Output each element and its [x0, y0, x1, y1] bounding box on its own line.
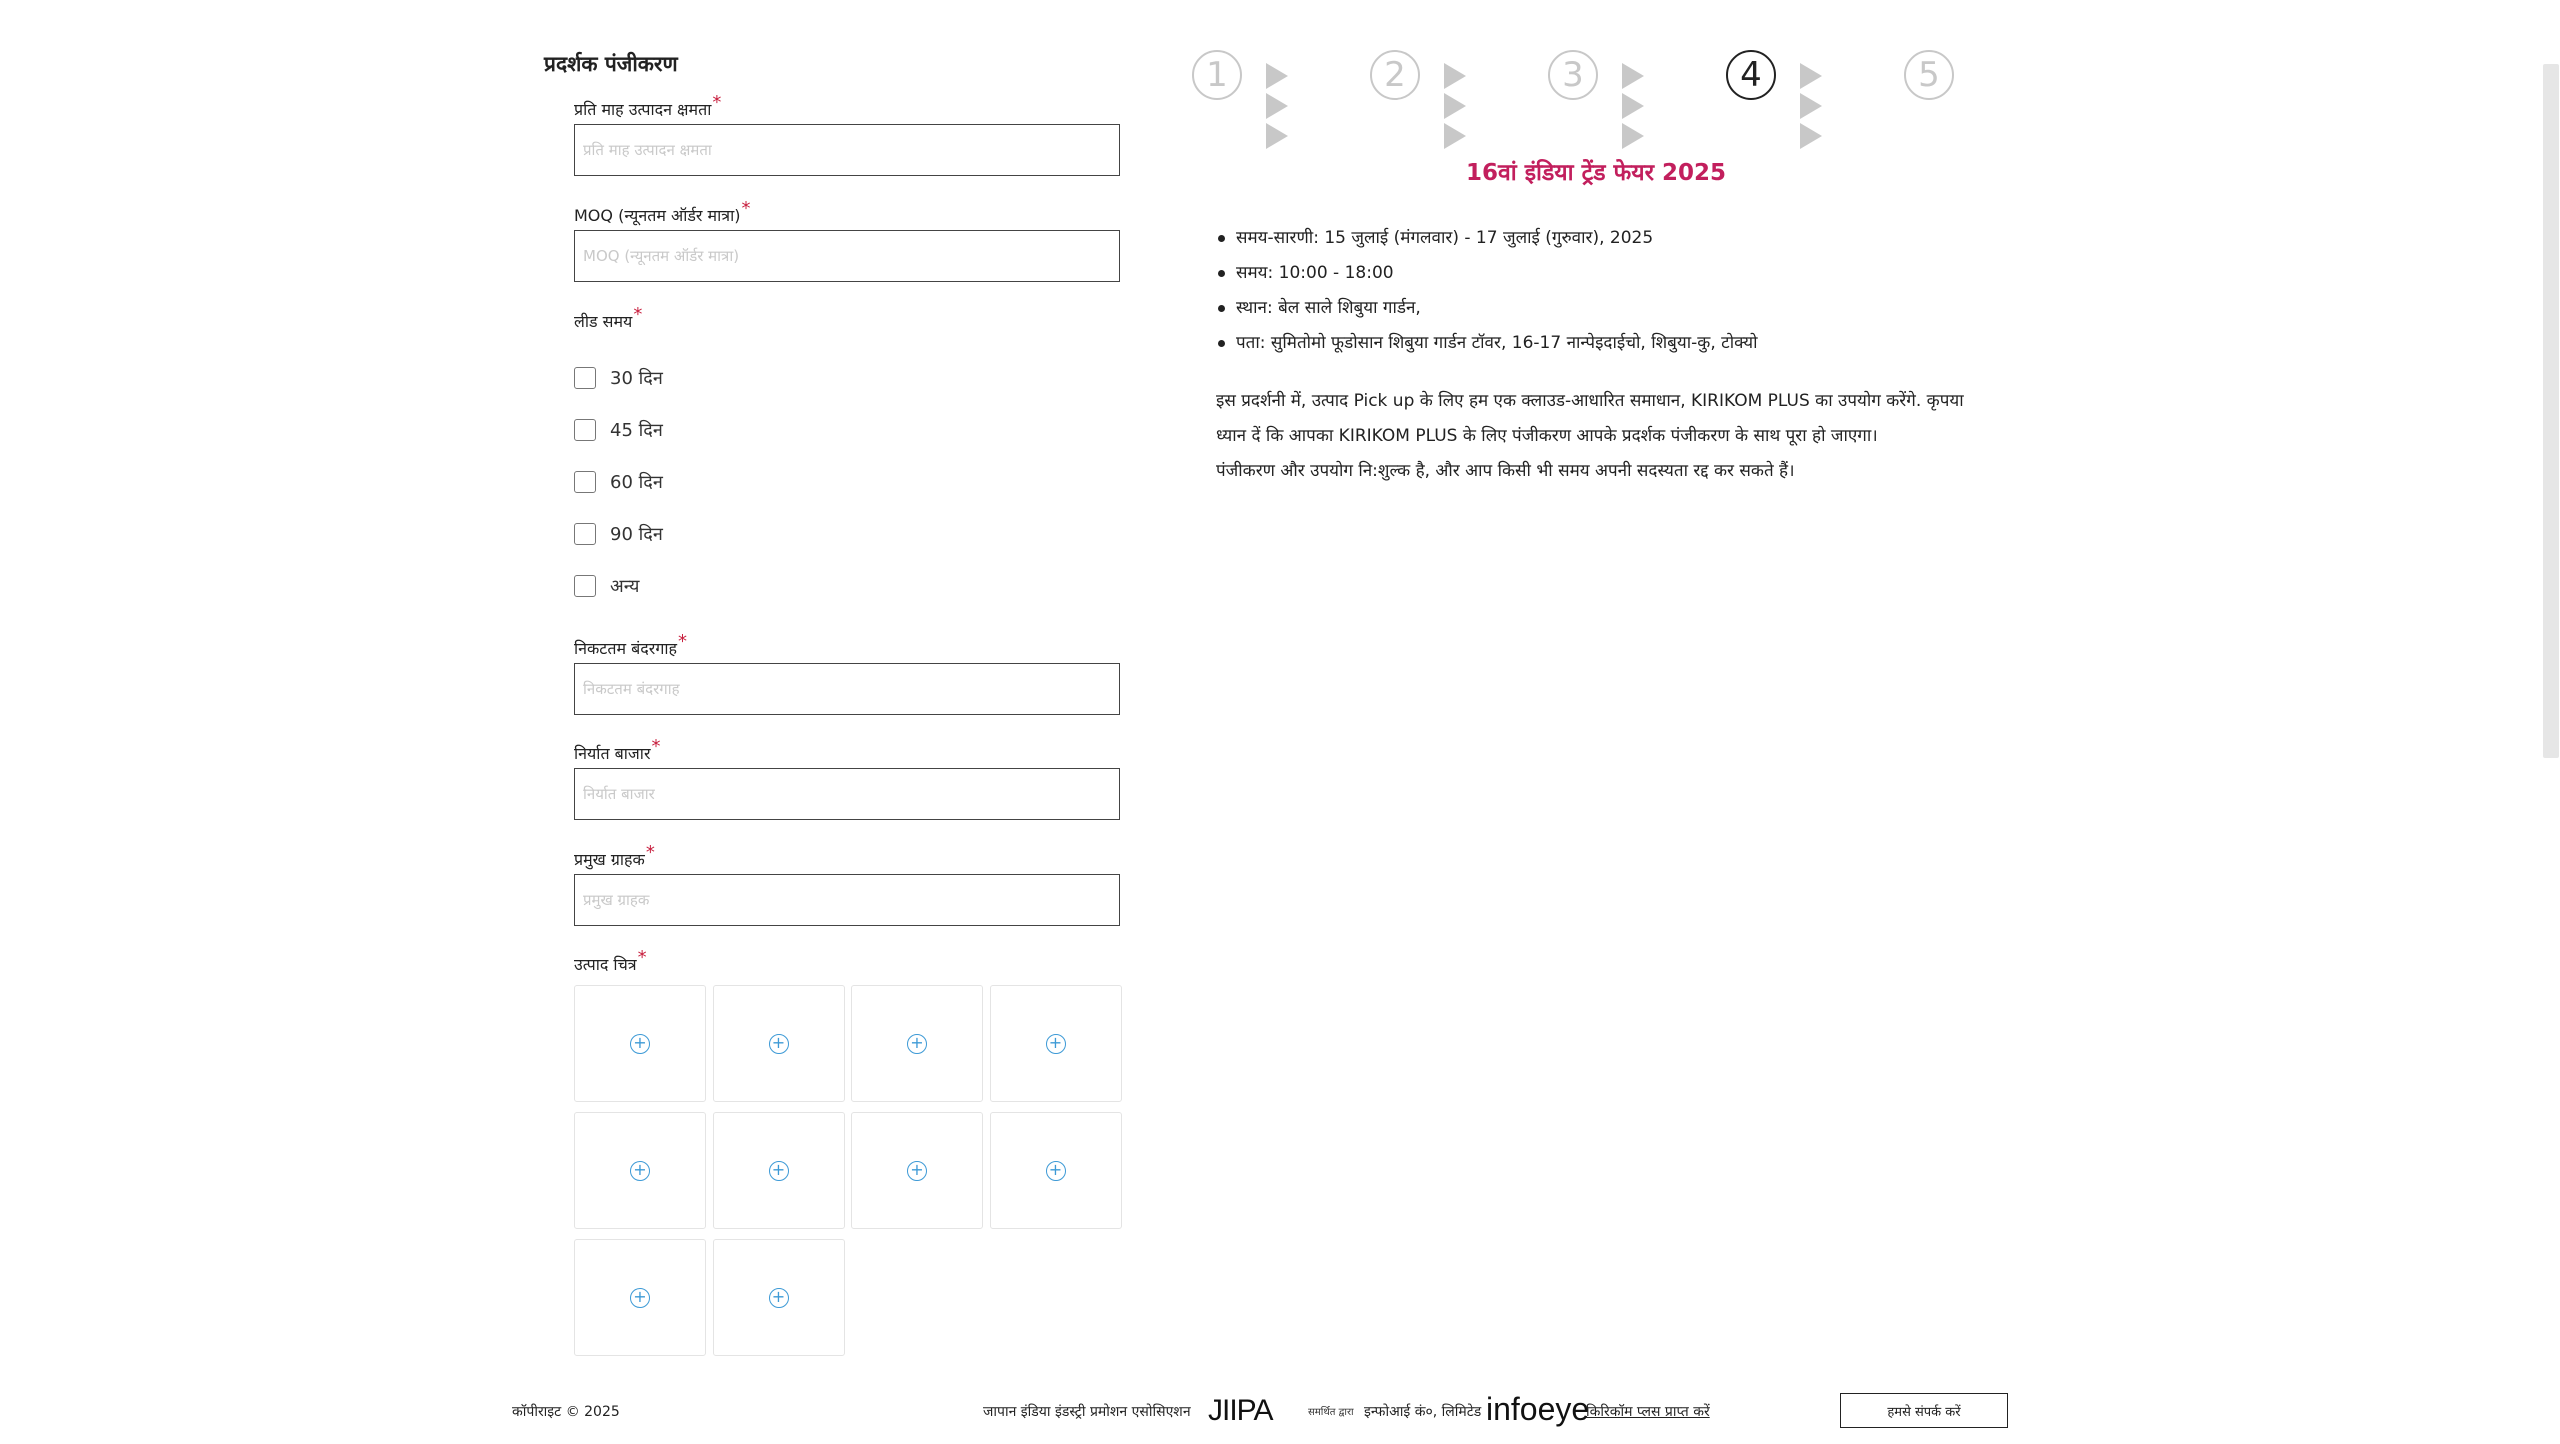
event-detail-schedule: समय-सारणी: 15 जुलाई (मंगलवार) - 17 जुलाई (गुरुवार), 2025: [1216, 225, 1757, 260]
step-arrows-icon: [1622, 63, 1647, 91]
event-paragraph: पंजीकरण और उपयोग नि:शुल्क है, और आप किसी भी समय अपनी सदस्यता रद्द कर सकते हैं।: [1216, 461, 1795, 481]
photo-upload-slot[interactable]: [990, 1112, 1122, 1229]
customers-label: प्रमुख ग्राहक*: [574, 842, 655, 869]
copyright-text: कॉपीराइट © 2025: [512, 1404, 620, 1420]
photos-field: [574, 947, 647, 979]
add-photo-icon[interactable]: +: [769, 1034, 789, 1054]
photo-upload-slot[interactable]: [574, 985, 706, 1102]
add-photo-icon[interactable]: +: [769, 1288, 789, 1308]
lead-time-option-90[interactable]: 90 दिन: [574, 522, 663, 546]
add-photo-icon[interactable]: +: [907, 1034, 927, 1054]
photo-upload-slot[interactable]: [990, 985, 1122, 1102]
photo-upload-slot[interactable]: [574, 1112, 706, 1229]
lead-time-checkbox-other[interactable]: [574, 575, 596, 597]
powered-by-text: समर्थित द्वारा: [1308, 1407, 1354, 1418]
add-photo-icon[interactable]: +: [630, 1161, 650, 1181]
moq-input[interactable]: [574, 230, 1120, 282]
step-arrows-icon: [1266, 63, 1291, 91]
photo-upload-slot[interactable]: [713, 985, 845, 1102]
jiipa-logo[interactable]: JIIPA: [1208, 1394, 1273, 1427]
photo-upload-slot[interactable]: [713, 1239, 845, 1356]
add-photo-icon[interactable]: +: [907, 1161, 927, 1181]
event-paragraph: इस प्रदर्शनी में, उत्पाद Pick up के लिए हम एक क्लाउड-आधारित समाधान, KIRIKOM PLUS का उपयोग करेंगे. कृपया ध्यान दें कि आपका KIRIKOM PLUS के लिए पंजीकरण आपके प्रदर्शक पंजीकरण के साथ पूरा हो जाएगा।: [1216, 391, 1964, 446]
photo-upload-slot[interactable]: [851, 985, 983, 1102]
lead-time-label: लीड समय*: [574, 304, 643, 331]
capacity-field: [574, 92, 1120, 176]
lead-time-option-30[interactable]: 30 दिन: [574, 366, 663, 390]
contact-us-button[interactable]: हमसे संपर्क करें: [1840, 1393, 2008, 1428]
step-2-indicator: 2: [1370, 50, 1420, 100]
capacity-input[interactable]: [574, 124, 1120, 176]
step-5-indicator: 5: [1904, 50, 1954, 100]
lead-time-option-60[interactable]: 60 दिन: [574, 470, 663, 494]
lead-time-checkbox-30[interactable]: [574, 367, 596, 389]
step-3-indicator: 3: [1548, 50, 1598, 100]
lead-time-option-45[interactable]: 45 दिन: [574, 418, 663, 442]
form-title: प्रदर्शक पंजीकरण: [544, 52, 678, 76]
lead-time-checkbox-60[interactable]: [574, 471, 596, 493]
event-detail-time: समय: 10:00 - 18:00: [1216, 260, 1757, 295]
export-market-input[interactable]: [574, 768, 1120, 820]
scrollbar-thumb[interactable]: [2543, 64, 2559, 758]
photo-upload-slot[interactable]: [713, 1112, 845, 1229]
add-photo-icon[interactable]: +: [769, 1161, 789, 1181]
company-name: इन्फोआई कं०, लिमिटेड: [1364, 1404, 1482, 1420]
kirikom-plus-link[interactable]: किरिकॉम प्लस प्राप्त करें: [1586, 1404, 1710, 1420]
event-details-list: [1216, 225, 1757, 365]
port-label: निकटतम बंदरगाह*: [574, 631, 687, 658]
infoeye-logo[interactable]: infoeye: [1486, 1391, 1590, 1427]
add-photo-icon[interactable]: +: [1046, 1034, 1066, 1054]
customers-input[interactable]: [574, 874, 1120, 926]
moq-label: MOQ (न्यूनतम ऑर्डर मात्रा)*: [574, 198, 751, 225]
association-name: जापान इंडिया इंडस्ट्री प्रमोशन एसोसिएशन: [983, 1404, 1191, 1420]
moq-field: [574, 198, 1120, 282]
lead-time-field: [574, 304, 643, 336]
photo-upload-slot[interactable]: [851, 1112, 983, 1229]
event-title: 16वां इंडिया ट्रेंड फेयर 2025: [1465, 160, 1727, 186]
step-arrows-icon: [1444, 63, 1469, 91]
port-field: [574, 631, 1120, 715]
event-detail-venue: स्थान: बेल साले शिबुया गार्डन,: [1216, 295, 1757, 330]
add-photo-icon[interactable]: +: [630, 1288, 650, 1308]
lead-time-checkbox-90[interactable]: [574, 523, 596, 545]
lead-time-checkbox-45[interactable]: [574, 419, 596, 441]
step-4-indicator: 4: [1726, 50, 1776, 100]
photos-label: उत्पाद चित्र*: [574, 947, 647, 974]
page-scrollbar[interactable]: [2540, 0, 2560, 1444]
footer: [0, 1388, 2540, 1432]
event-description: [1216, 384, 1996, 489]
export-market-label: निर्यात बाजार*: [574, 736, 661, 763]
step-1-indicator: 1: [1192, 50, 1242, 100]
add-photo-icon[interactable]: +: [1046, 1161, 1066, 1181]
add-photo-icon[interactable]: +: [630, 1034, 650, 1054]
customers-field: [574, 842, 1120, 926]
step-arrows-icon: [1800, 63, 1825, 91]
capacity-label: प्रति माह उत्पादन क्षमता*: [574, 92, 722, 119]
event-detail-address: पता: सुमितोमो फूडोसान शिबुया गार्डन टॉवर, 16-17 नान्पेइदाईचो, शिबुया-कु, टोक्यो: [1216, 330, 1757, 365]
port-input[interactable]: [574, 663, 1120, 715]
export-market-field: [574, 736, 1120, 820]
lead-time-option-other[interactable]: अन्य: [574, 574, 640, 598]
photo-upload-slot[interactable]: [574, 1239, 706, 1356]
